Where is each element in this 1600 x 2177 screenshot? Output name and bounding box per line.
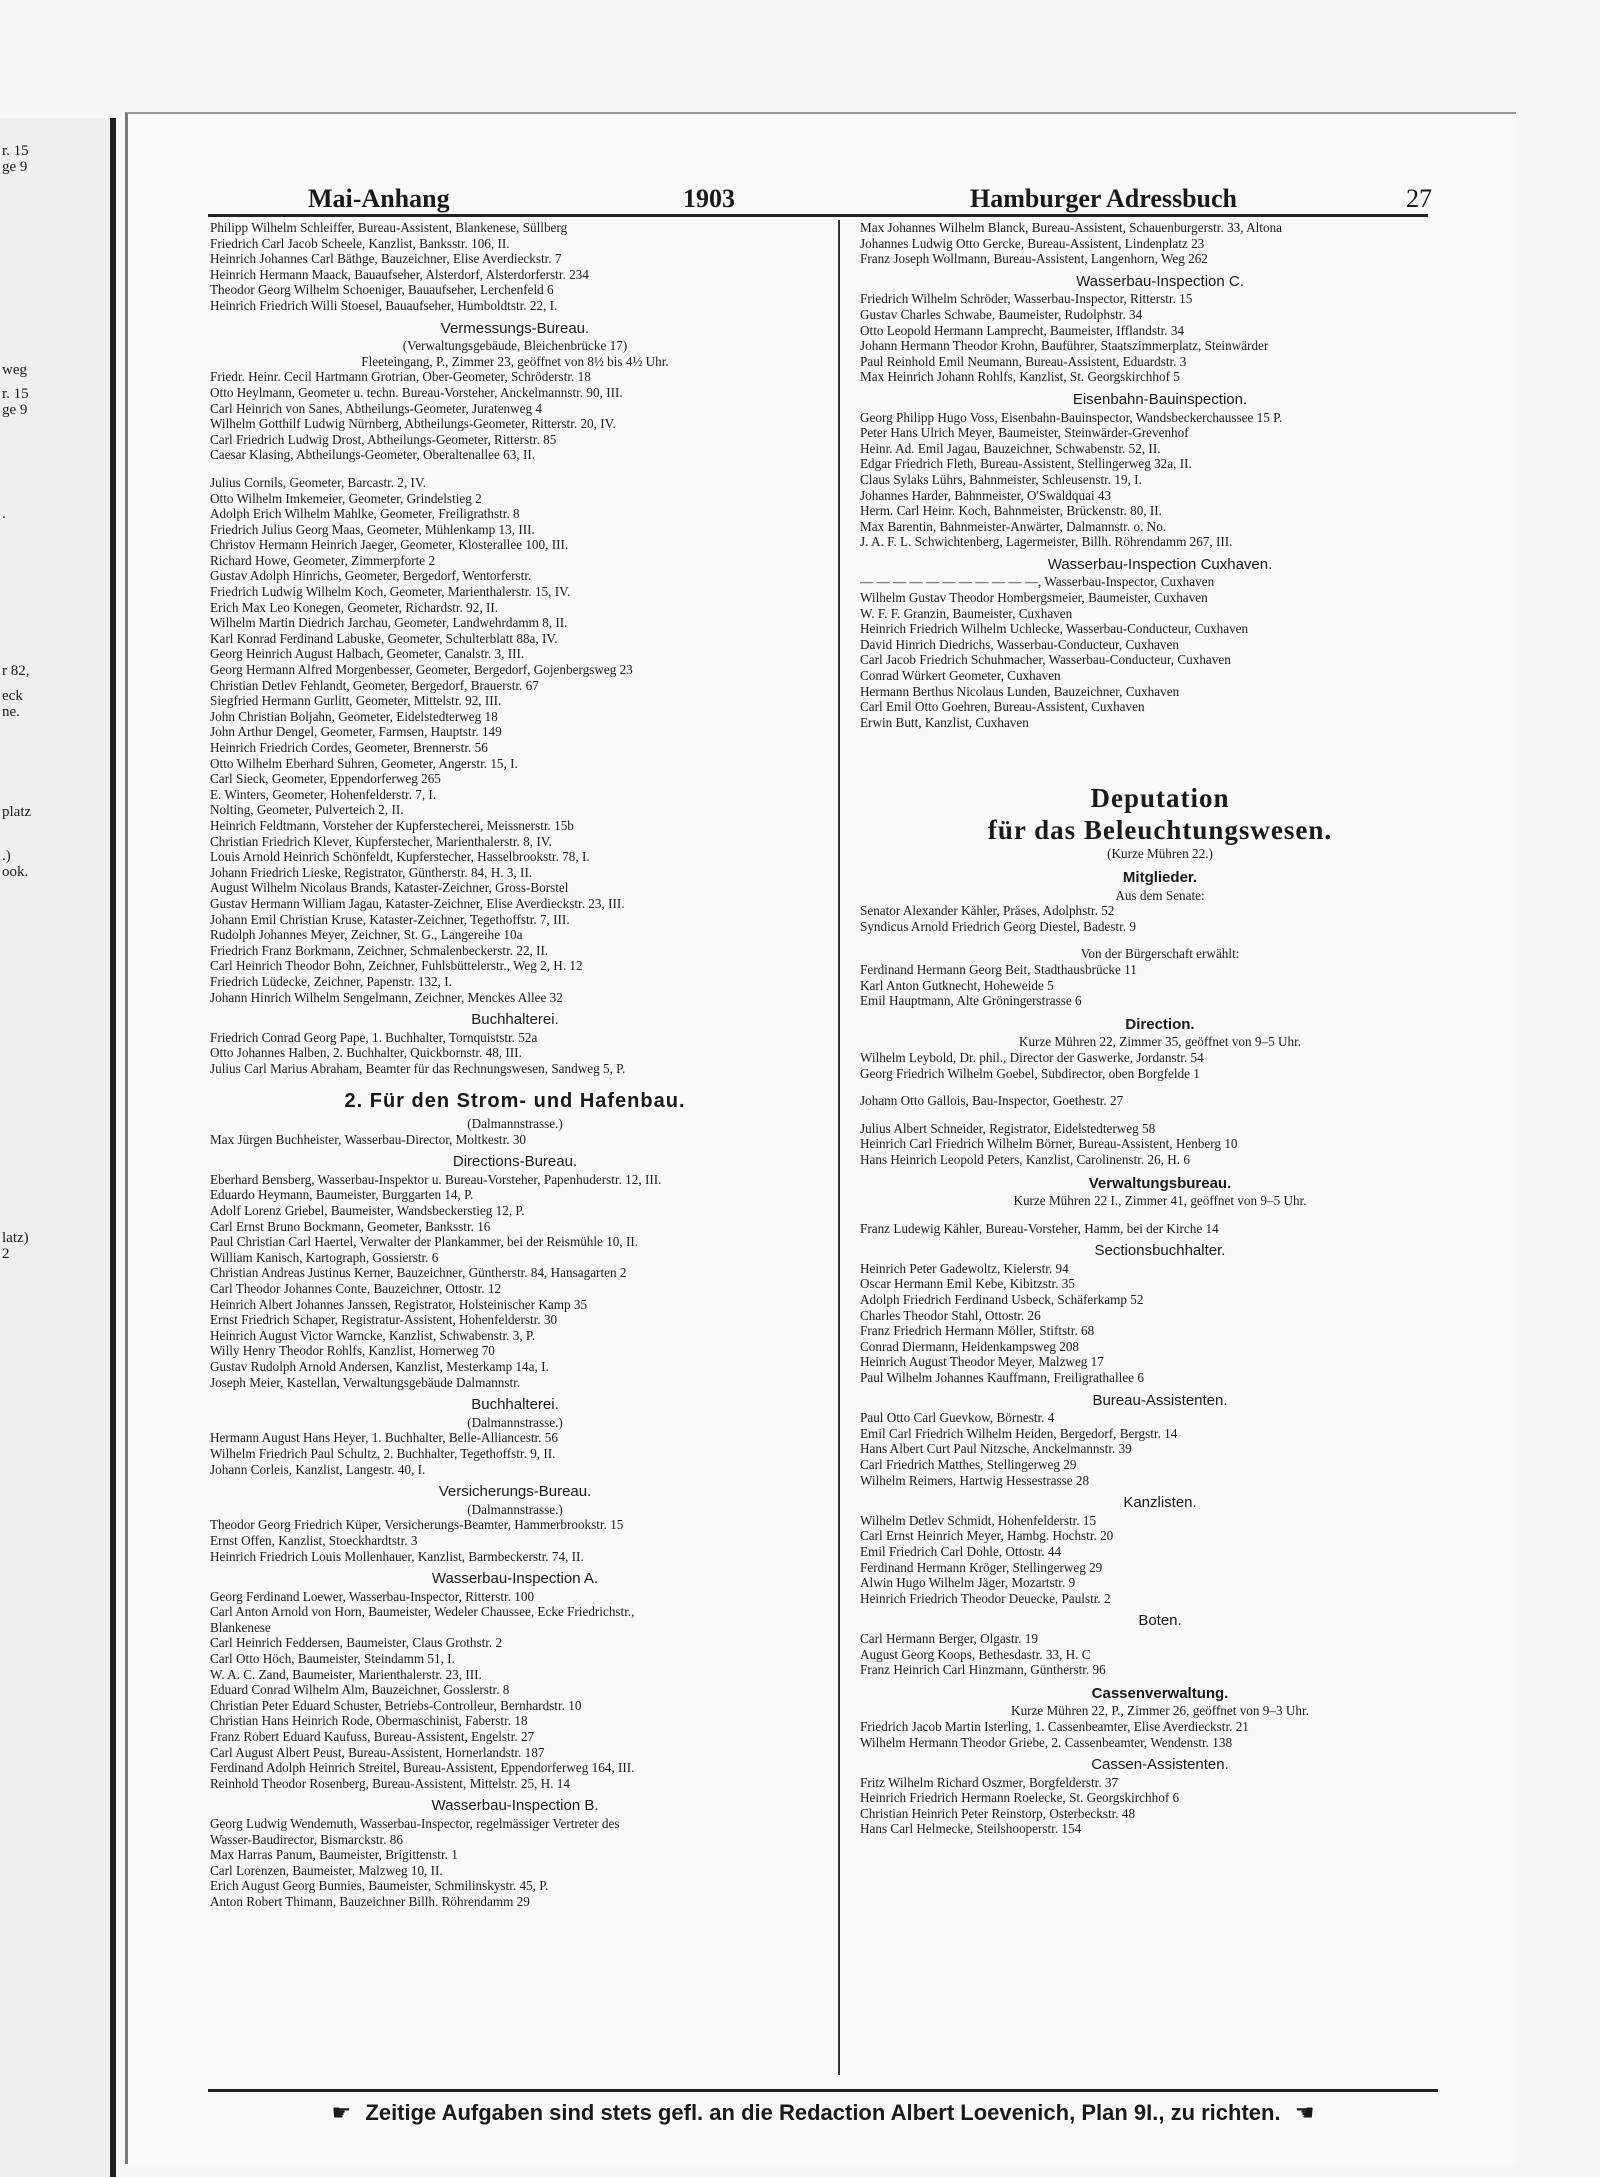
section-heading: Versicherungs-Bureau. [438, 1483, 592, 1501]
entry-line: Wilhelm Hermann Theodor Griebe, 2. Cassenbeamter, Wendenstr. 138 [860, 1734, 1233, 1750]
entry-list [210, 1589, 820, 1792]
entry-line: Philipp Wilhelm Schleiffer, Bureau-Assistent, Blankenese, Süllberg [210, 220, 568, 235]
entry-list [210, 220, 820, 314]
entry-line: Conrad Diermann, Heidenkampsweg 208 [860, 1338, 1080, 1354]
strip-fragment: eck [2, 688, 23, 704]
entry-line: Heinr. Ad. Emil Jagau, Bauzeichner, Schwabenstr. 52, II. [860, 440, 1161, 456]
entry-line: Emil Carl Friedrich Wilhelm Heiden, Bergedorf, Bergstr. 14 [860, 1425, 1178, 1441]
section-note: (Verwaltungsgebäude, Bleichenbrücke 17) [402, 338, 628, 354]
entry-line: Emil Friedrich Carl Dohle, Ottostr. 44 [860, 1543, 1062, 1559]
entry-list [860, 903, 1460, 934]
entry-line: Franz Heinrich Carl Hinzmann, Güntherstr. 96 [860, 1662, 1106, 1678]
entry-line: Otto Wilhelm Imkemeier, Geometer, Grindelstieg 2 [210, 490, 482, 506]
entry-line: Johann Friedrich Lieske, Registrator, Güntherstr. 84, H. 3, II. [210, 864, 533, 880]
strip-fragment: platz [2, 804, 32, 820]
entry-line: Franz Friedrich Hermann Möller, Stiftstr. 68 [860, 1323, 1095, 1339]
entry-line: Heinrich Friedrich Cordes, Geometer, Brennerstr. 56 [210, 740, 488, 755]
entry-line: John Christian Boljahn, Geometer, Eidelstedterweg 18 [210, 708, 498, 724]
entry-line: Erich Max Leo Konegen, Geometer, Richardstr. 92, II. [210, 599, 499, 615]
entry-line: Friedrich Lüdecke, Zeichner, Papenstr. 132, I. [210, 973, 452, 989]
entry-line: Carl Ernst Heinrich Meyer, Hambg. Hochstr. 20 [860, 1528, 1114, 1544]
entry-line: Nolting, Geometer, Pulverteich 2, II. [210, 802, 404, 818]
entry-line: Gustav Charles Schwabe, Baumeister, Rudolphstr. 34 [860, 306, 1143, 322]
section-note: (Dalmannstrasse.) [467, 1414, 563, 1430]
entry-line: Wasser-Baudirector, Bismarckstr. 86 [210, 1831, 403, 1847]
entry-line: Peter Hans Ulrich Meyer, Baumeister, Steinwärder-Grevenhof [860, 425, 1189, 441]
entry-line: Christian Hans Heinrich Rode, Obermaschinist, Faberstr. 18 [210, 1713, 528, 1729]
entry-line: Heinrich Hermann Maack, Bauaufseher, Alsterdorf, Alsterdorferstr. 234 [210, 266, 589, 282]
strip-fragment: . [2, 506, 6, 522]
entry-line: Carl Heinrich Theodor Bohn, Zeichner, Fuhlsbüttelerstr., Weg 2, H. 12 [210, 958, 583, 974]
section-heading: Sectionsbuchhalter. [1094, 1242, 1226, 1260]
entry-line: Georg Heinrich August Halbach, Geometer, Canalstr. 3, III. [210, 646, 525, 662]
entry-line: Carl Otto Höch, Baumeister, Steindamm 51, I. [210, 1651, 455, 1667]
left-column [210, 220, 820, 1910]
section-heading: Bureau-Assistenten. [1092, 1391, 1228, 1409]
entry-line: Johann Hermann Theodor Krohn, Bauführer, Staatszimmerplatz, Steinwärder [860, 338, 1269, 354]
entry-line: Hans Carl Helmecke, Steilshooperstr. 154 [860, 1821, 1082, 1837]
section-heading: Cassen-Assistenten. [1091, 1756, 1229, 1774]
section-heading: Eisenbahn-Bauinspection. [1072, 390, 1248, 408]
entry-line: Wilhelm Friedrich Paul Schultz, 2. Buchhalter, Tegethoffstr. 9, II. [210, 1445, 556, 1461]
entry-line: Adolf Lorenz Griebel, Baumeister, Wandsbeckerstieg 12, P. [210, 1203, 525, 1219]
section-heading: Buchhalterei. [471, 1396, 559, 1414]
entry-line: Adolph Erich Wilhelm Mahlke, Geometer, Freiligrathstr. 8 [210, 506, 520, 522]
entry-line: Christian Peter Eduard Schuster, Betriebs-Controlleur, Bernhardstr. 10 [210, 1697, 582, 1713]
entry-line: Friedr. Heinr. Cecil Hartmann Grotrian, Ober-Geometer, Schröderstr. 18 [210, 369, 591, 385]
entry-list [210, 475, 820, 1005]
entry-line: Heinrich Friedrich Theodor Deuecke, Paulstr. 2 [860, 1590, 1111, 1606]
section-note: (Dalmannstrasse.) [467, 1501, 563, 1517]
entry-line: Georg Ludwig Wendemuth, Wasserbau-Inspector, regelmässiger Vertreter des [210, 1816, 620, 1831]
entry-line: Carl Heinrich von Sanes, Abtheilungs-Geometer, Juratenweg 4 [210, 400, 543, 416]
entry-list [860, 291, 1460, 385]
entry-line: Hermann August Hans Heyer, 1. Buchhalter, Belle-Alliancestr. 56 [210, 1430, 558, 1446]
entry-line: Carl Theodor Johannes Conte, Bauzeichner, Ottostr. 12 [210, 1281, 502, 1296]
entry-line: Julius Carl Marius Abraham, Beamter für das Rechnungswesen, Sandweg 5, P. [210, 1060, 626, 1076]
entry-line: Friedrich Franz Borkmann, Zeichner, Schmalenbeckerstr. 22, II. [210, 942, 549, 958]
entry-line: Eduardo Heymann, Baumeister, Burggarten 14, P. [210, 1187, 474, 1203]
entry-line: Max Barentin, Bahnmeister-Anwärter, Dalmannstr. o. No. [860, 518, 1167, 534]
entry-line: Ferdinand Hermann Georg Beit, Stadthausbrücke 11 [860, 961, 1137, 977]
entry-line: W. F. F. Granzin, Baumeister, Cuxhaven [860, 605, 1073, 621]
entry-line: Johann Emil Christian Kruse, Kataster-Zeichner, Tegethoffstr. 7, III. [210, 911, 570, 927]
entry-line: Herm. Carl Heinr. Koch, Bahnmeister, Brückenstr. 80, II. [860, 503, 1162, 519]
section-note: (Kurze Mühren 22.) [1107, 846, 1213, 862]
entry-line: Theodor Georg Friedrich Küper, Versicherungs-Beamter, Hammerbrookstr. 15 [210, 1517, 624, 1533]
previous-page-strip [0, 118, 116, 2177]
entry-line: Otto Leopold Hermann Lamprecht, Baumeister, Ifflandstr. 34 [860, 322, 1185, 338]
pointing-hand-icon: ☛ [331, 2100, 352, 2125]
entry-line: Johann Hinrich Wilhelm Sengelmann, Zeichner, Menckes Allee 32 [210, 989, 563, 1005]
entry-line: Franz Ludewig Kähler, Bureau-Vorsteher, Hamm, bei der Kirche 14 [860, 1220, 1219, 1236]
entry-line: Christov Hermann Heinrich Jaeger, Geometer, Klosterallee 100, III. [210, 537, 569, 553]
strip-fragment: .) [2, 848, 11, 864]
strip-fragment: 2 [2, 1246, 10, 1262]
entry-line: — — — — — — — — — — —, Wasserbau-Inspector, Cuxhaven [860, 574, 1215, 590]
strip-fragment: weg [2, 362, 27, 378]
entry-line: Otto Heylmann, Geometer u. techn. Bureau-Vorsteher, Anckelmannstr. 90, III. [210, 384, 623, 400]
entry-line: Christian Friedrich Klever, Kupferstecher, Marienthalerstr. 8, IV. [210, 833, 552, 849]
entry-line: Senator Alexander Kähler, Präses, Adolphstr. 52 [860, 903, 1115, 919]
entry-line: Siegfried Hermann Gurlitt, Geometer, Mittelstr. 92, III. [210, 693, 502, 709]
entry-line: Gustav Adolph Hinrichs, Geometer, Bergedorf, Wentorferstr. [210, 568, 532, 584]
entry-line: Caesar Klasing, Abtheilungs-Geometer, Oberaltenallee 63, II. [210, 447, 536, 463]
entry-line: Carl Sieck, Geometer, Eppendorferweg 265 [210, 771, 441, 787]
entry-line: Wilhelm Gotthilf Ludwig Nürnberg, Abtheilungs-Geometer, Ritterstr. 20, IV. [210, 416, 616, 432]
entry-line: Carl Lorenzen, Baumeister, Malzweg 10, II. [210, 1862, 443, 1878]
entry-line: Heinrich Friedrich Wilhelm Uchlecke, Wasserbau-Conducteur, Cuxhaven [860, 621, 1249, 637]
entry-line: Alwin Hugo Wilhelm Jäger, Mozartstr. 9 [860, 1575, 1076, 1591]
entry-line: William Kanisch, Kartograph, Gossierstr. 6 [210, 1249, 439, 1265]
strip-fragment: ne. [2, 704, 20, 720]
entry-line: Carl Emil Otto Goehren, Bureau-Assistent, Cuxhaven [860, 699, 1145, 715]
entry-list [860, 1050, 1460, 1081]
section-heading: Wasserbau-Inspection C. [1076, 272, 1244, 290]
entry-line: Edgar Friedrich Fleth, Bureau-Assistent, Stellingerweg 32a, II. [860, 456, 1192, 472]
section-note: Aus dem Senate: [1115, 887, 1205, 903]
entry-line: Ernst Offen, Kanzlist, Stoeckhardtstr. 3 [210, 1532, 418, 1548]
entry-line: Julius Cornils, Geometer, Barcastr. 2, IV. [210, 474, 427, 490]
section-heading: Wasserbau-Inspection A. [431, 1570, 599, 1588]
entry-line: Johann Corleis, Kanzlist, Langestr. 40, I. [210, 1461, 426, 1477]
entry-line: Max Heinrich Johann Rohlfs, Kanzlist, St. Georgskirchhof 5 [860, 369, 1180, 385]
deputation-title: Deputation [1090, 783, 1230, 814]
entry-line: Friedrich Jacob Martin Isterling, 1. Cassenbeamter, Elise Averdieckstr. 21 [860, 1718, 1249, 1734]
entry-line: Otto Wilhelm Eberhard Suhren, Geometer, Angerstr. 15, I. [210, 755, 518, 771]
entry-line: Heinrich Peter Gadewoltz, Kielerstr. 94 [860, 1260, 1069, 1276]
entry-line: Friedrich Conrad Georg Pape, 1. Buchhalter, Tornquiststr. 52a [210, 1029, 538, 1045]
entry-line: Johann Otto Gallois, Bau-Inspector, Goethestr. 27 [860, 1093, 1124, 1109]
entry-list [860, 220, 1460, 267]
section-heading: Buchhalterei. [471, 1011, 559, 1029]
entry-list [210, 1172, 820, 1390]
entry-line: Heinrich Carl Friedrich Wilhelm Börner, Bureau-Assistent, Henberg 10 [860, 1136, 1238, 1152]
strip-fragment: r. 15 [2, 143, 29, 159]
entry-line: Eberhard Bensberg, Wasserbau-Inspektor u. Bureau-Vorsteher, Papenhuderstr. 12, III. [210, 1171, 662, 1187]
entry-line: Julius Albert Schneider, Registrator, Eidelstedterweg 58 [860, 1120, 1156, 1136]
entry-line: Ferdinand Adolph Heinrich Streitel, Bureau-Assistent, Eppendorferweg 164, III. [210, 1760, 635, 1776]
entry-line: Carl Jacob Friedrich Schuhmacher, Wasserbau-Conducteur, Cuxhaven [860, 652, 1231, 668]
entry-line: Erich August Georg Bunnies, Baumeister, Schmilinskystr. 45, P. [210, 1878, 549, 1894]
entry-line: August Wilhelm Nicolaus Brands, Kataster-Zeichner, Gross-Borstel [210, 880, 569, 896]
section-note: Fleeteingang, P., Zimmer 23, geöffnet von 8½ bis 4½ Uhr. [361, 353, 669, 369]
header-publication-title: Hamburger Adressbuch [970, 184, 1238, 213]
entry-line: Gustav Hermann William Jagau, Kataster-Zeichner, Elise Averdieckstr. 23, III. [210, 895, 625, 911]
entry-line: Paul Wilhelm Johannes Kauffmann, Freiligrathallee 6 [860, 1370, 1144, 1386]
section-note: Kurze Mühren 22 I., Zimmer 41, geöffnet von 9–5 Uhr. [1013, 1193, 1307, 1209]
entry-line: Christian Detlev Fehlandt, Geometer, Bergedorf, Brauerstr. 67 [210, 677, 539, 693]
entry-line: Heinrich Friedrich Willi Stoesel, Bauaufseher, Humboldtstr. 22, I. [210, 297, 558, 313]
entry-line: David Hinrich Diedrichs, Wasserbau-Conducteur, Cuxhaven [860, 636, 1179, 652]
entry-line: Louis Arnold Heinrich Schönfeldt, Kupferstecher, Hasselbrookstr. 78, I. [210, 849, 590, 865]
entry-line: Rudolph Johannes Meyer, Zeichner, St. G., Langereihe 10a [210, 927, 523, 943]
strip-fragment: ook. [2, 864, 29, 880]
entry-line: August Georg Koops, Bethesdastr. 33, H. C [860, 1646, 1091, 1662]
entry-list [860, 574, 1460, 730]
page-number: 27 [1406, 184, 1432, 213]
entry-line: Friedrich Wilhelm Schröder, Wasserbau-Inspector, Ritterstr. 15 [860, 291, 1193, 307]
section-heading: Directions-Bureau. [452, 1153, 578, 1171]
strip-fragment: ge 9 [2, 402, 28, 418]
entry-list [860, 1513, 1460, 1607]
entry-list [860, 1631, 1460, 1678]
entry-line: Erwin Butt, Kanzlist, Cuxhaven [860, 714, 1029, 730]
strip-fragment: r 82, [2, 663, 30, 679]
pointing-hand-icon: ☚ [1294, 2100, 1315, 2125]
section-note: (Dalmannstrasse.) [467, 1116, 563, 1132]
entry-line: Paul Otto Carl Guevkow, Börnestr. 4 [860, 1410, 1055, 1426]
entry-line: Blankenese [210, 1619, 271, 1635]
entry-line: John Arthur Dengel, Geometer, Farmsen, Hauptstr. 149 [210, 724, 502, 740]
entry-line: Friedrich Ludwig Wilhelm Koch, Geometer, Marienthalerstr. 15, IV. [210, 584, 571, 600]
right-column [860, 220, 1460, 1837]
entry-line: Karl Konrad Ferdinand Labuske, Geometer, Schulterblatt 88a, IV. [210, 630, 558, 646]
entry-line: Karl Anton Gutknecht, Hoheweide 5 [860, 977, 1054, 993]
entry-line: Wilhelm Gustav Theodor Hombergsmeier, Baumeister, Cuxhaven [860, 590, 1208, 606]
entry-list [210, 1030, 820, 1077]
entry-line: Otto Johannes Halben, 2. Buchhalter, Quickbornstr. 48, III. [210, 1045, 522, 1061]
entry-line: Richard Howe, Geometer, Zimmerpforte 2 [210, 552, 436, 568]
entry-line: Friedrich Carl Jacob Scheele, Kanzlist, Banksstr. 106, II. [210, 235, 510, 251]
section-major-heading: 2. Für den Strom- und Hafenbau. [344, 1090, 686, 1113]
entry-line: Christian Heinrich Peter Reinstorp, Osterbeckstr. 48 [860, 1805, 1136, 1821]
entry-line: E. Winters, Geometer, Hohenfelderstr. 7, I. [210, 786, 437, 802]
entry-line: Carl Heinrich Feddersen, Baumeister, Claus Grothstr. 2 [210, 1635, 503, 1651]
entry-line: Johannes Harder, Bahnmeister, O'Swaldquai 43 [860, 487, 1112, 503]
entry-line: Paul Reinhold Emil Neumann, Bureau-Assistent, Eduardstr. 3 [860, 353, 1187, 369]
entry-line: W. A. C. Zand, Baumeister, Marienthalerstr. 23, III. [210, 1666, 482, 1682]
section-heading: Kanzlisten. [1123, 1494, 1197, 1512]
section-heading: Boten. [1138, 1612, 1182, 1630]
entry-line: Emil Hauptmann, Alte Gröningerstrasse 6 [860, 993, 1082, 1009]
entry-line: Syndicus Arnold Friedrich Georg Diestel, Badestr. 9 [860, 918, 1136, 934]
entry-line: Paul Christian Carl Haertel, Verwalter der Plankammer, bei der Reismühle 10, II. [210, 1234, 639, 1250]
entry-line: Georg Ferdinand Loewer, Wasserbau-Inspector, Ritterstr. 100 [210, 1588, 535, 1604]
entry-list [210, 1430, 820, 1477]
entry-list [860, 1719, 1460, 1750]
entry-line: Fritz Wilhelm Richard Oszmer, Borgfelderstr. 37 [860, 1774, 1119, 1790]
entry-line: Heinrich Johannes Carl Bäthge, Bauzeichner, Elise Averdieckstr. 7 [210, 251, 562, 267]
entry-list [860, 1093, 1460, 1109]
section-note: Kurze Mühren 22, P., Zimmer 26, geöffnet von 9–3 Uhr. [1011, 1703, 1309, 1719]
entry-list [860, 1410, 1460, 1488]
entry-line: Wilhelm Leybold, Dr. phil., Director der Gaswerke, Jordanstr. 54 [860, 1049, 1204, 1065]
entry-line: Heinrich August Victor Warncke, Kanzlist, Schwabenstr. 3, P. [210, 1327, 536, 1343]
entry-line: Max Jürgen Buchheister, Wasserbau-Director, Moltkestr. 30 [210, 1131, 527, 1147]
entry-line: Franz Joseph Wollmann, Bureau-Assistent, Langenhorn, Weg 262 [860, 251, 1208, 267]
entry-line: Johannes Ludwig Otto Gercke, Bureau-Assistent, Lindenplatz 23 [860, 235, 1205, 251]
entry-line: Friedrich Julius Georg Maas, Geometer, Mühlenkamp 13, III. [210, 521, 535, 537]
entry-list [210, 1816, 820, 1910]
entry-line: Adolph Friedrich Ferdinand Usbeck, Schäferkamp 52 [860, 1292, 1144, 1308]
entry-line: Carl Friedrich Matthes, Stellingerweg 29 [860, 1457, 1077, 1472]
strip-fragment: ge 9 [2, 159, 28, 175]
entry-line: Joseph Meier, Kastellan, Verwaltungsgebäude Dalmannstr. [210, 1374, 521, 1390]
entry-line: Reinhold Theodor Rosenberg, Bureau-Assistent, Mittelstr. 25, H. 14 [210, 1775, 570, 1791]
entry-line: Eduard Conrad Wilhelm Alm, Bauzeichner, Gosslerstr. 8 [210, 1682, 510, 1698]
directory-page [125, 112, 1516, 2164]
entry-line: Max Johannes Wilhelm Blanck, Bureau-Assistent, Schauenburgerstr. 33, Altona [860, 220, 1283, 235]
entry-list [860, 1121, 1460, 1168]
entry-line: Wilhelm Martin Diedrich Jarchau, Geometer, Landwehrdamm 8, II. [210, 615, 568, 631]
section-heading: Wasserbau-Inspection B. [431, 1797, 599, 1815]
entry-line: Anton Robert Thimann, Bauzeichner Billh. Röhrendamm 29 [210, 1893, 530, 1909]
entry-line: Georg Hermann Alfred Morgenbesser, Geometer, Bergedorf, Gojenbergsweg 23 [210, 662, 633, 678]
section-note: Kurze Mühren 22, Zimmer 35, geöffnet von 9–5 Uhr. [1018, 1034, 1302, 1050]
entry-line: Claus Sylaks Lührs, Bahnmeister, Schleusenstr. 19, I. [860, 471, 1142, 487]
strip-fragment: latz) [2, 1230, 29, 1246]
entry-list [860, 1261, 1460, 1386]
section-heading: Mitglieder. [1122, 869, 1198, 886]
entry-line: Carl Hermann Berger, Olgastr. 19 [860, 1630, 1038, 1646]
entry-line: Heinrich Friedrich Hermann Roelecke, St. Georgskirchhof 6 [860, 1790, 1180, 1806]
entry-line: Hermann Berthus Nicolaus Lunden, Bauzeichner, Cuxhaven [860, 683, 1180, 699]
entry-line: Carl August Albert Peust, Bureau-Assistent, Hornerlandstr. 187 [210, 1744, 545, 1760]
page-header [208, 174, 1432, 217]
entry-line: Theodor Georg Wilhelm Schoeniger, Bauaufseher, Lerchenfeld 6 [210, 282, 554, 298]
column-divider [838, 220, 840, 2075]
entry-line: Carl Ernst Bruno Bockmann, Geometer, Banksstr. 16 [210, 1218, 491, 1234]
entry-line: Charles Theodor Stahl, Ottostr. 26 [860, 1307, 1041, 1323]
entry-line: Heinrich Feldtmann, Vorsteher der Kupferstecherei, Meissnerstr. 15b [210, 817, 574, 833]
page-footer [208, 2089, 1438, 2140]
section-heading: Cassenverwaltung. [1091, 1684, 1229, 1702]
entry-line: Hans Albert Curt Paul Nitzsche, Anckelmannstr. 39 [860, 1441, 1132, 1457]
entry-list [210, 1517, 820, 1564]
section-heading: Direction. [1125, 1015, 1195, 1033]
strip-fragment: r. 15 [2, 386, 29, 402]
entry-line: Christian Andreas Justinus Kerner, Bauzeichner, Güntherstr. 84, Hansagarten 2 [210, 1265, 627, 1281]
entry-line: Hans Heinrich Leopold Peters, Kanzlist, Carolinenstr. 26, H. 6 [860, 1151, 1190, 1167]
entry-line: Wilhelm Detlev Schmidt, Hohenfelderstr. 15 [860, 1512, 1097, 1528]
entry-line: Willy Henry Theodor Rohlfs, Kanzlist, Hornerweg 70 [210, 1343, 495, 1359]
entry-line: Carl Anton Arnold von Horn, Baumeister, Wedeler Chaussee, Ecke Friedrichstr., [210, 1604, 635, 1620]
footer-notice: Zeitige Aufgaben sind stets gefl. an die Redaction Albert Loevenich, Plan 9I., zu richten. [365, 2100, 1281, 2125]
header-year: 1903 [683, 184, 735, 213]
entry-line: J. A. F. L. Schwichtenberg, Lagermeister, Billh. Röhrendamm 267, III. [860, 534, 1233, 550]
entry-line: Heinrich August Theodor Meyer, Malzweg 17 [860, 1354, 1104, 1370]
entry-list [860, 410, 1460, 550]
entry-line: Georg Philipp Hugo Voss, Eisenbahn-Bauinspector, Wandsbeckerchaussee 15 P. [860, 409, 1283, 425]
entry-line: Max Harras Panum, Baumeister, Brigittenstr. 1 [210, 1847, 458, 1863]
entry-list [860, 1775, 1460, 1837]
deputation-subtitle: für das Beleuchtungswesen. [987, 815, 1333, 846]
entry-list [210, 369, 820, 463]
entry-line: Heinrich Albert Johannes Janssen, Registrator, Holsteinischer Kamp 35 [210, 1296, 588, 1312]
section-heading: Wasserbau-Inspection Cuxhaven. [1047, 555, 1273, 573]
section-note: Von der Bürgerschaft erwählt: [1080, 946, 1240, 962]
entry-line: Heinrich Friedrich Louis Mollenhauer, Kanzlist, Barmbeckerstr. 74, II. [210, 1548, 584, 1564]
entry-line: Conrad Würkert Geometer, Cuxhaven [860, 668, 1061, 684]
section-heading: Vermessungs-Bureau. [440, 319, 590, 337]
entry-line: Gustav Rudolph Arnold Andersen, Kanzlist, Mesterkamp 14a, I. [210, 1358, 549, 1374]
entry-line: Ferdinand Hermann Kröger, Stellingerweg 29 [860, 1559, 1103, 1575]
entry-line: Franz Robert Eduard Kaufuss, Bureau-Assistent, Engelstr. 27 [210, 1729, 535, 1745]
entry-line: Carl Friedrich Ludwig Drost, Abtheilungs-Geometer, Ritterstr. 85 [210, 431, 557, 447]
entry-line: Georg Friedrich Wilhelm Goebel, Subdirector, oben Borgfelde 1 [860, 1065, 1200, 1081]
section-heading: Verwaltungsbureau. [1088, 1174, 1232, 1192]
header-section-title: Mai-Anhang [308, 184, 450, 213]
entry-line: Wilhelm Reimers, Hartwig Hessestrasse 28 [860, 1472, 1090, 1488]
entry-list [860, 962, 1460, 1009]
entry-line: Ernst Friedrich Schaper, Registratur-Assistent, Hohenfelderstr. 30 [210, 1312, 558, 1328]
entry-line: Oscar Hermann Emil Kebe, Kibitzstr. 35 [860, 1276, 1075, 1292]
